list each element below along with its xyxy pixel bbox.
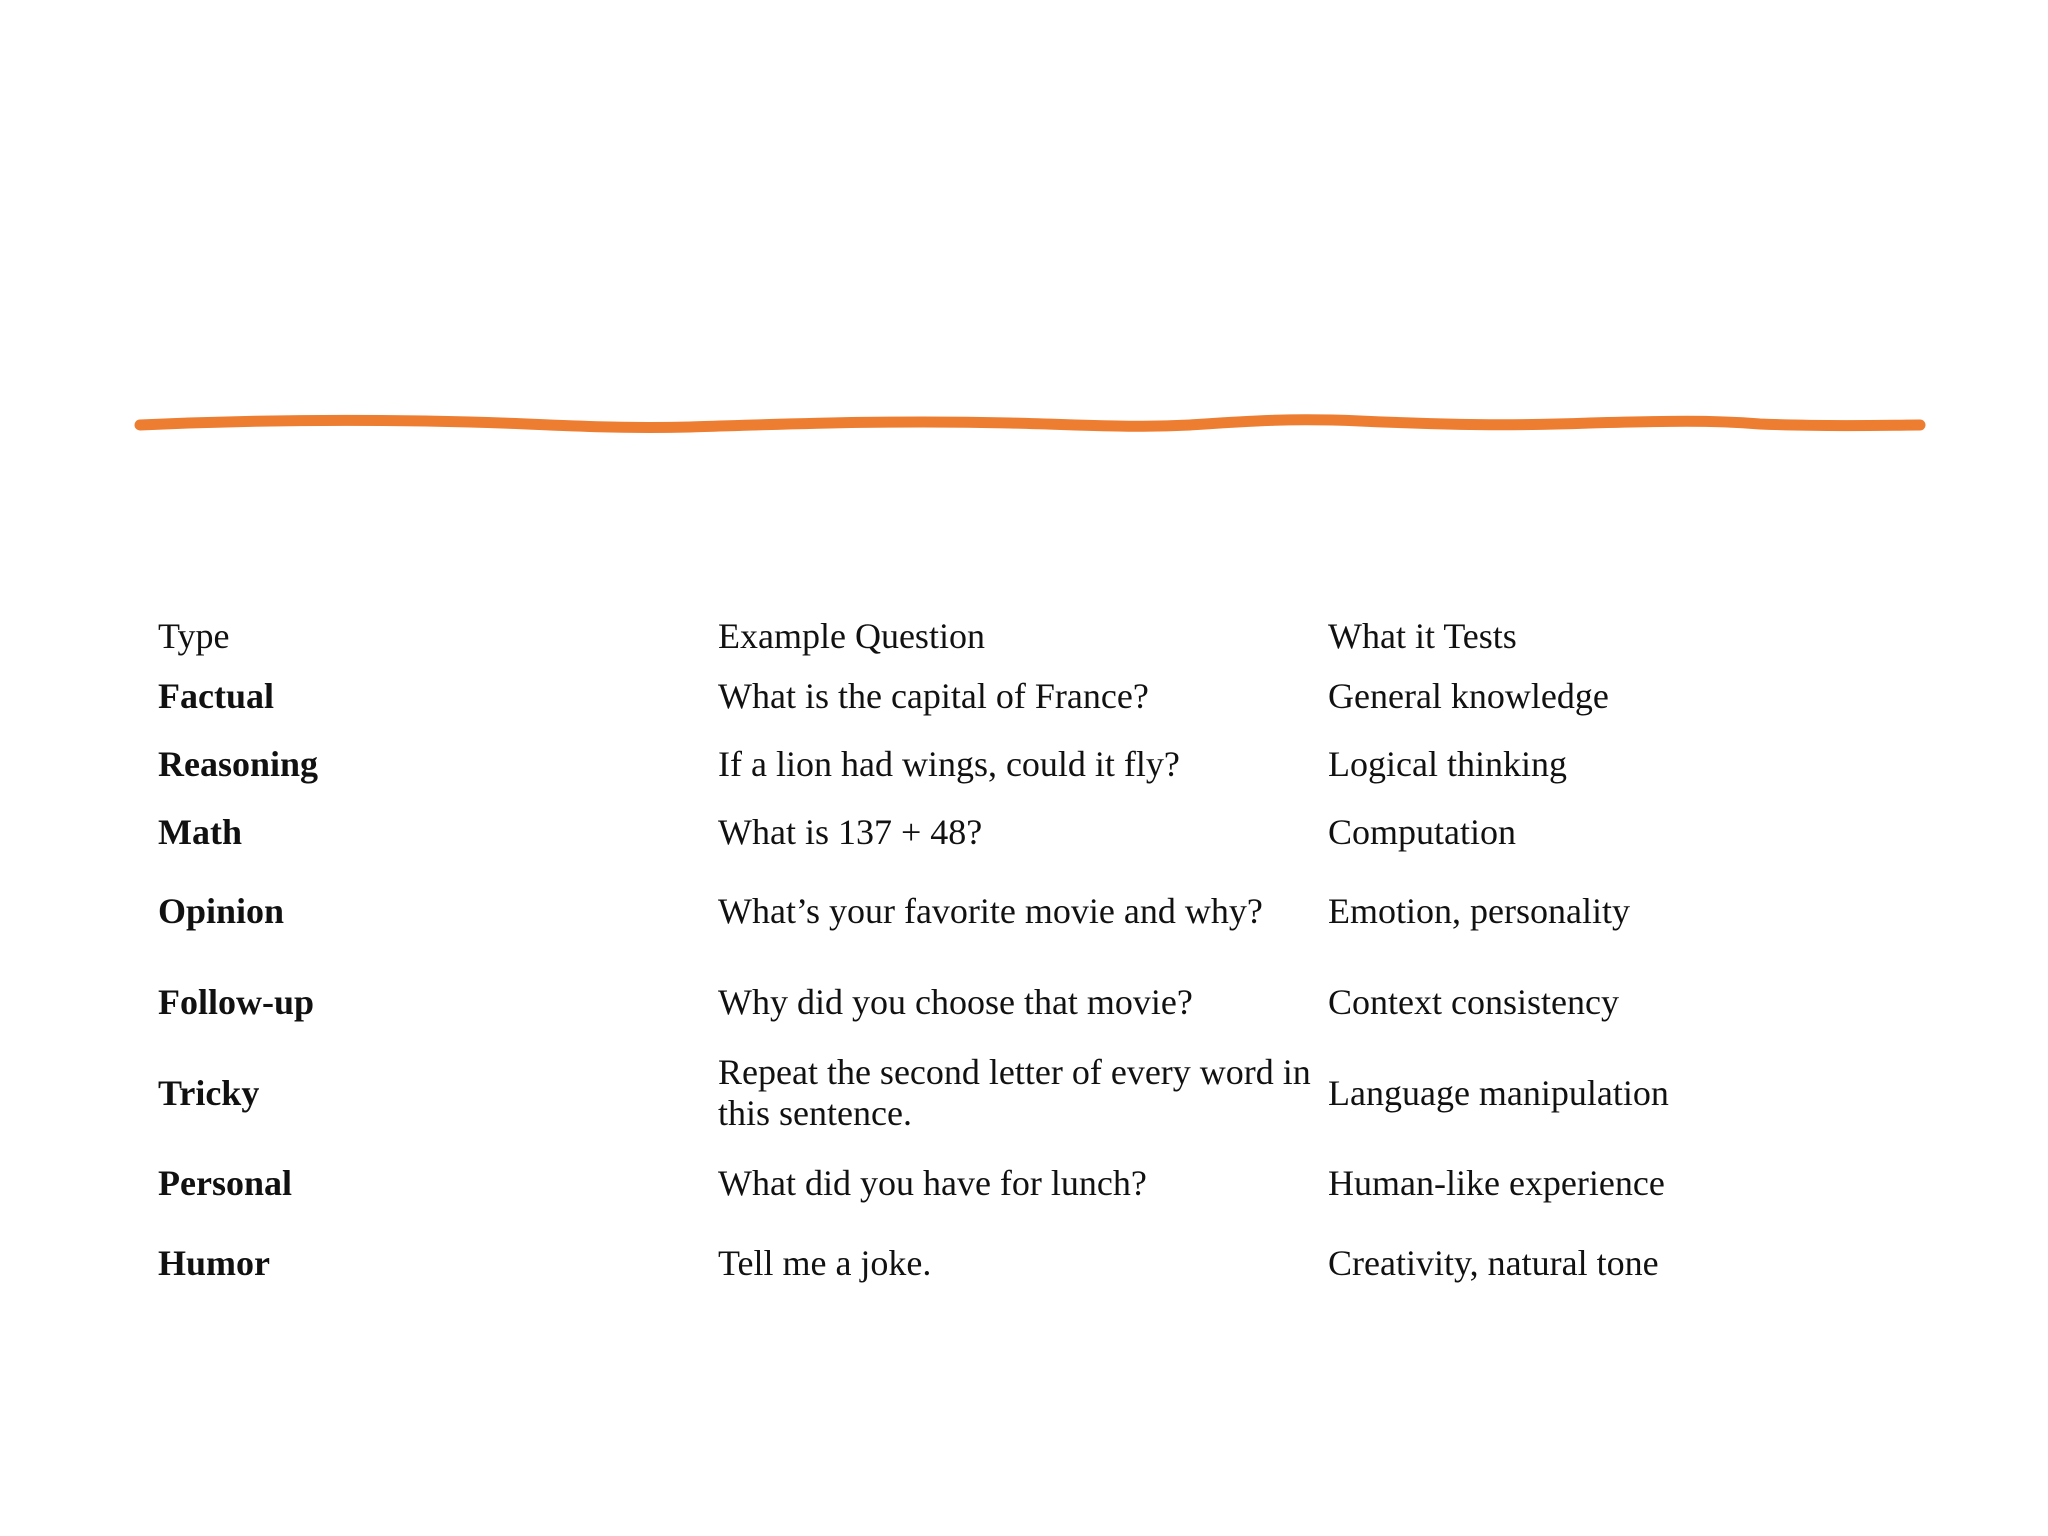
row-tests: Human-like experience bbox=[1328, 1163, 1665, 1203]
row-tests: Creativity, natural tone bbox=[1328, 1242, 1659, 1283]
row-question: What is the capital of France? bbox=[718, 675, 1149, 716]
header-what-it-tests: What it Tests bbox=[1328, 615, 1517, 656]
row-question: What is 137 + 48? bbox=[718, 811, 983, 852]
table-row bbox=[158, 662, 1788, 730]
table-header-row bbox=[158, 610, 1788, 662]
row-type: Humor bbox=[158, 1242, 270, 1283]
table-row bbox=[158, 1229, 1788, 1297]
table-row bbox=[158, 1048, 1788, 1138]
row-type: Reasoning bbox=[158, 743, 319, 784]
row-tests: Computation bbox=[1328, 811, 1516, 852]
row-type: Personal bbox=[158, 1163, 292, 1203]
row-question: What’s your favorite movie and why? bbox=[718, 891, 1263, 931]
row-question: Tell me a joke. bbox=[718, 1242, 932, 1283]
row-tests: Logical thinking bbox=[1328, 743, 1567, 784]
row-question: Repeat the second letter of every word in this sentence. bbox=[718, 1052, 1311, 1133]
table-row bbox=[158, 1138, 1788, 1229]
row-tests: Emotion, personality bbox=[1328, 891, 1630, 931]
question-types-table bbox=[158, 610, 1788, 1297]
row-tests: Language manipulation bbox=[1328, 1072, 1669, 1113]
row-type: Opinion bbox=[158, 891, 285, 931]
row-question: What did you have for lunch? bbox=[718, 1163, 1147, 1203]
row-type: Factual bbox=[158, 675, 274, 716]
header-type: Type bbox=[158, 615, 230, 656]
row-question: Why did you choose that movie? bbox=[718, 982, 1193, 1022]
row-tests: Context consistency bbox=[1328, 982, 1619, 1022]
table-row bbox=[158, 798, 1788, 866]
row-type: Math bbox=[158, 811, 242, 852]
row-tests: General knowledge bbox=[1328, 675, 1609, 716]
row-question: If a lion had wings, could it fly? bbox=[718, 743, 1180, 784]
orange-divider-line bbox=[130, 405, 1930, 445]
row-type: Follow-up bbox=[158, 982, 315, 1022]
table-row bbox=[158, 730, 1788, 798]
header-example-question: Example Question bbox=[718, 615, 985, 656]
table-row bbox=[158, 957, 1788, 1048]
table-row bbox=[158, 866, 1788, 957]
row-type: Tricky bbox=[158, 1072, 260, 1113]
